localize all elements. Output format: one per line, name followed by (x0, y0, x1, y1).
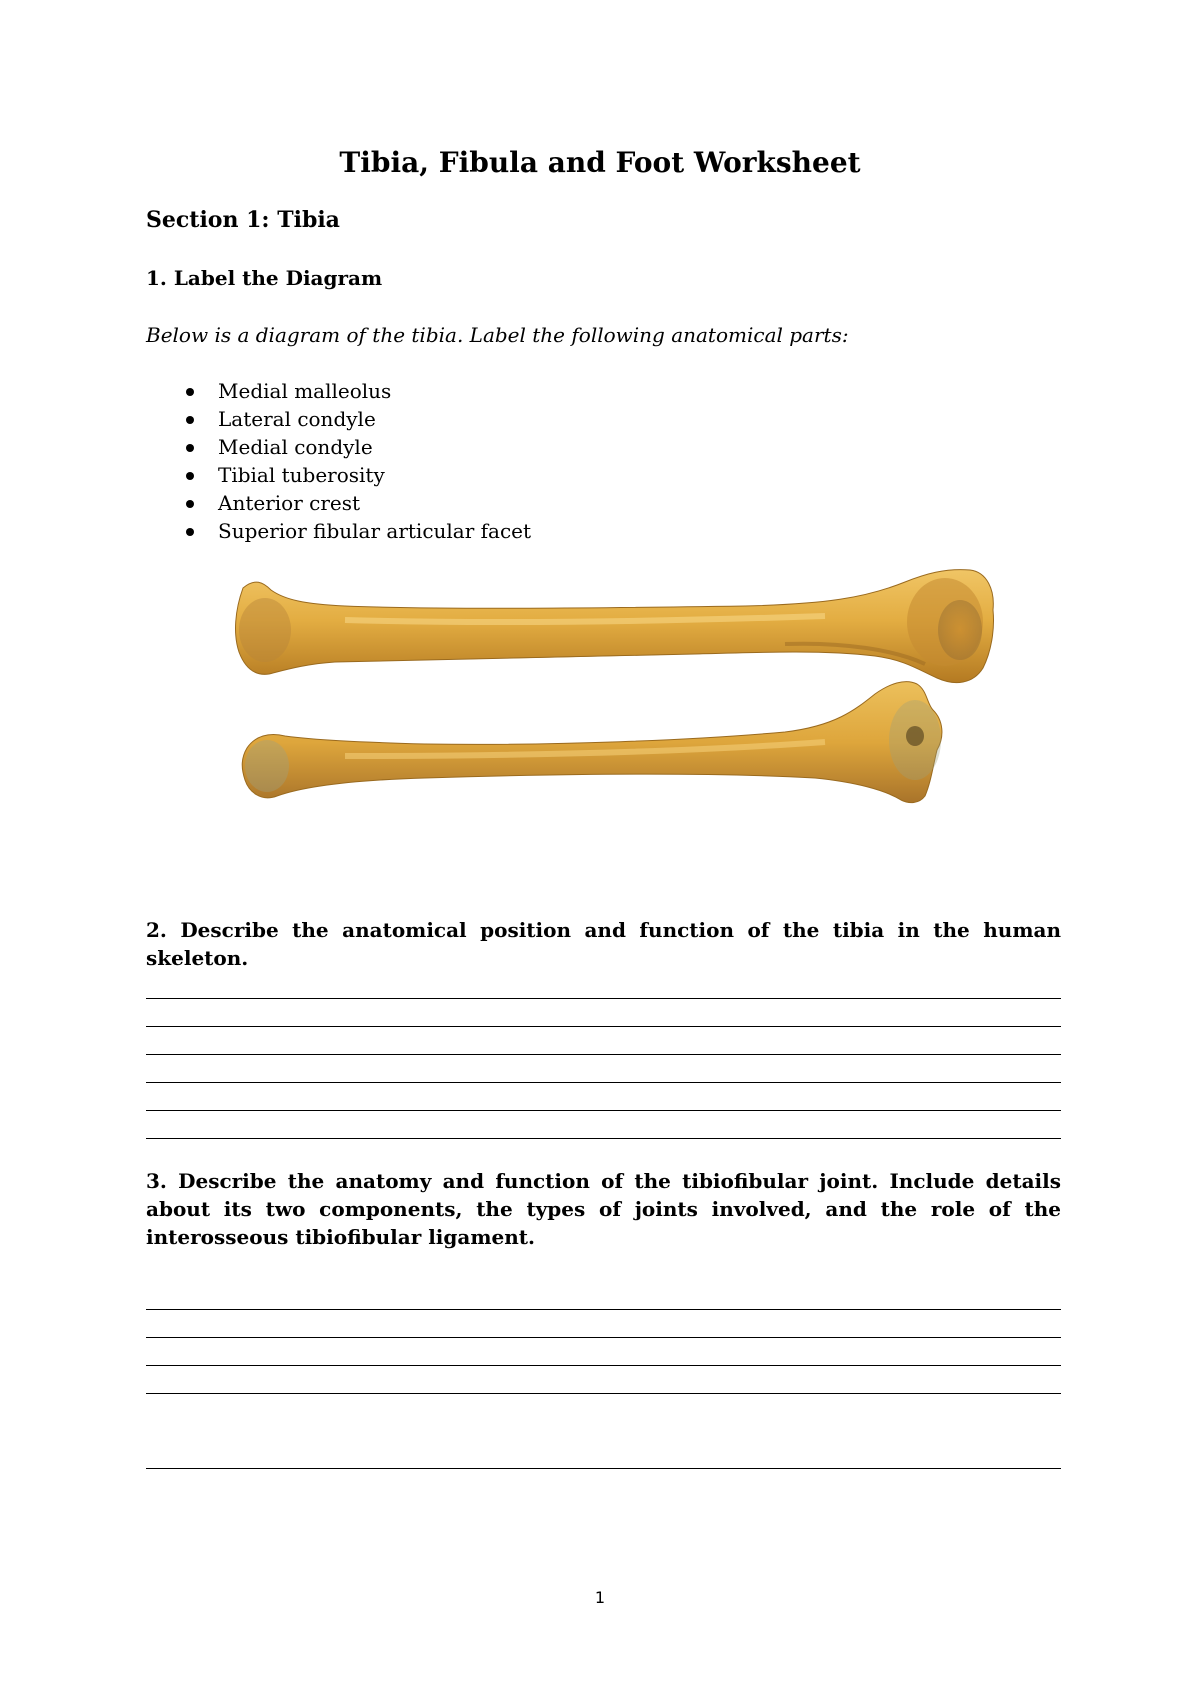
page-title: Tibia, Fibula and Foot Worksheet (339, 146, 861, 179)
list-item (180, 517, 531, 545)
page-number: 1 (594, 1588, 606, 1607)
question-3-text: 3. Describe the anatomy and function of the tibiofibular joint. Include details about its two components, the types of joints involved, and the role of the interosseous tibiofibular ligament. (146, 1169, 1061, 1249)
answer-line[interactable] (146, 998, 1061, 999)
list-item-label: Medial malleolus (218, 379, 392, 403)
list-item (180, 377, 531, 405)
tibia-lateral-view (242, 682, 942, 803)
list-item-label: Tibial tuberosity (218, 463, 385, 487)
tibia-anterior-view (236, 570, 994, 683)
answer-line[interactable] (146, 1337, 1061, 1338)
answer-line[interactable] (146, 1309, 1061, 1310)
answer-line[interactable] (146, 1082, 1061, 1083)
list-item-label: Anterior crest (218, 491, 361, 515)
section-heading: Section 1: Tibia (146, 207, 340, 233)
answer-line[interactable] (146, 1393, 1061, 1394)
list-item (180, 489, 531, 517)
list-item (180, 405, 531, 433)
answer-line[interactable] (146, 1365, 1061, 1366)
question-1-heading: 1. Label the Diagram (146, 266, 383, 290)
bullet-icon (186, 500, 194, 508)
list-item (180, 433, 531, 461)
list-item (180, 461, 531, 489)
answer-line[interactable] (146, 1468, 1061, 1469)
bullet-icon (186, 528, 194, 536)
list-item-label: Superior fibular articular facet (218, 519, 532, 543)
list-item-label: Medial condyle (218, 435, 373, 459)
answer-line[interactable] (146, 1110, 1061, 1111)
bullet-icon (186, 444, 194, 452)
answer-line[interactable] (146, 1138, 1061, 1139)
bullet-icon (186, 472, 194, 480)
answer-line[interactable] (146, 1026, 1061, 1027)
tibia-diagram (225, 560, 1015, 860)
bullet-icon (186, 416, 194, 424)
answer-line[interactable] (146, 1054, 1061, 1055)
list-item-label: Lateral condyle (218, 407, 376, 431)
question-1-instruction: Below is a diagram of the tibia. Label the following anatomical parts: (146, 323, 849, 347)
question-2-text: 2. Describe the anatomical position and function of the tibia in the human skeleton. (146, 918, 1061, 970)
bullet-icon (186, 388, 194, 396)
anatomical-parts-list (180, 377, 531, 545)
